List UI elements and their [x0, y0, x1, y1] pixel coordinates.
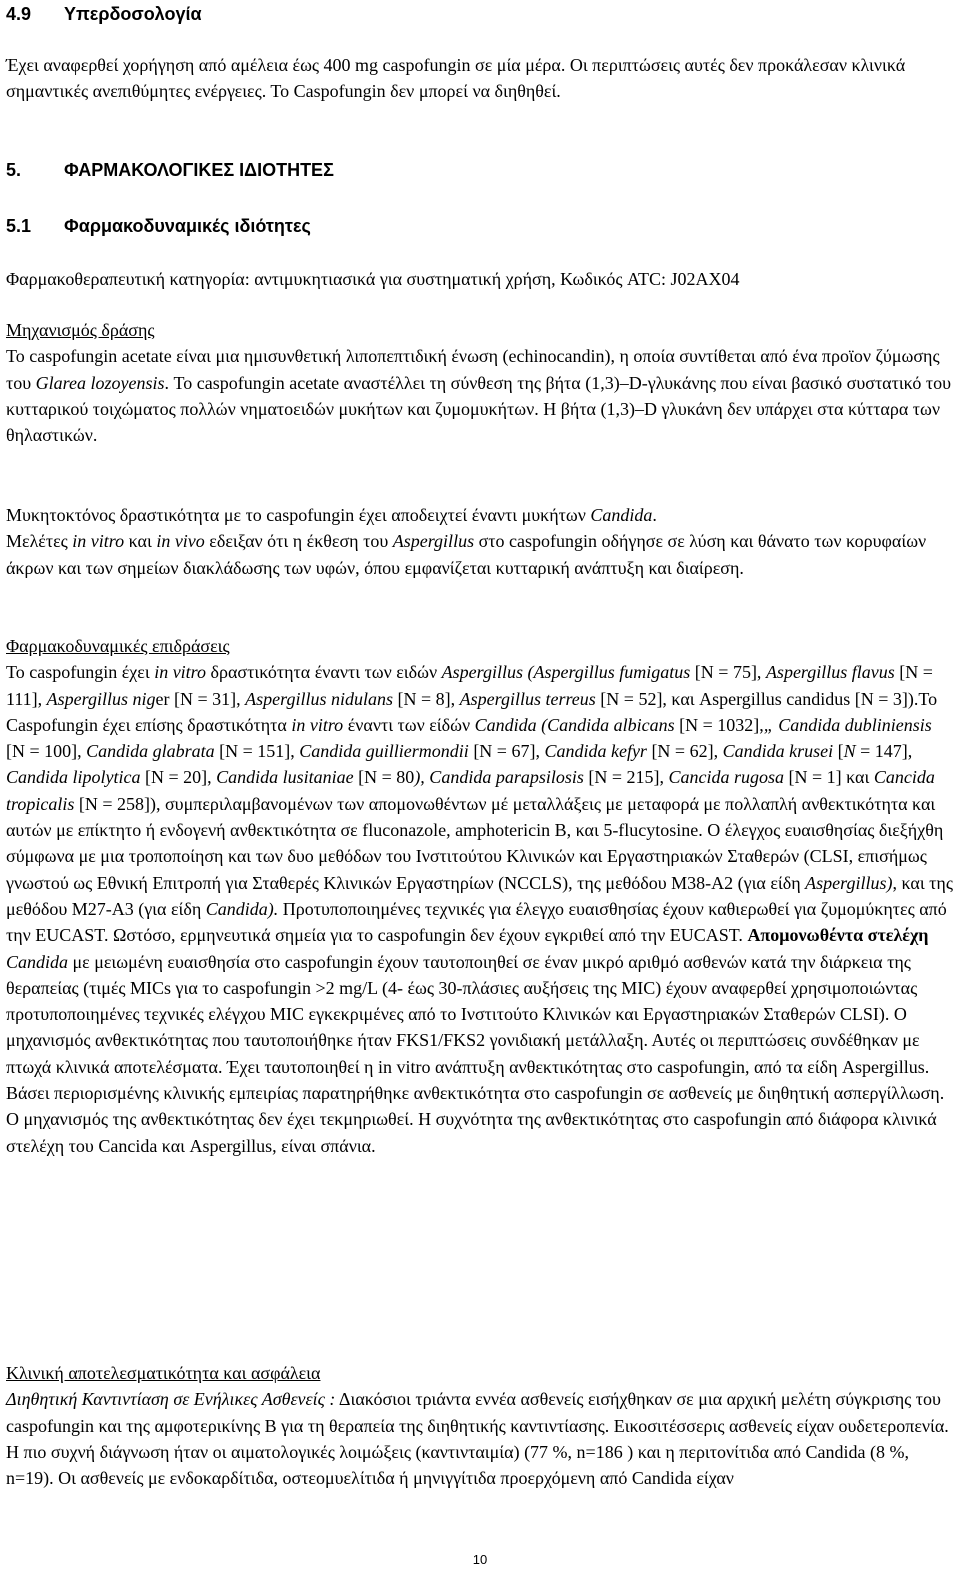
- text-run-bold: Απομονωθέντα στελέχη: [747, 925, 929, 946]
- text-run: [N = 62],: [646, 741, 723, 762]
- text-run: , και της μεθόδου M27-A3 (για είδη: [6, 872, 953, 919]
- text-run-italic: Glarea lozoyensis: [35, 372, 165, 393]
- text-run: [N = 258]), συμπεριλαμβανομένων των απομονωθέντων μέ μεταλλάξεις με μεταφορά με πολλαπλή ανθεκτικότητα και αυτών με επίκτητο ή ενδογενή ανθεκτικότητα σε fluconazole, amphotericin B, και 5-flucytosine. Ο έλεγχος ευαισθησίας διεξήχθη σύμφωνα με μια τροποποίηση και των δυο μεθόδων του Ινστιτούτου Κλινικών και Εργαστηριακών Σταθερών (CLSI, επισήμως γνωστού ως Εθνική Επιτροπή για Σταθερές Κλινικών Εργαστηρίων (NCCLS), της μεθόδου M38-A2 (για είδη: [6, 793, 944, 893]
- section-heading-5-1: [6, 213, 311, 239]
- text-run-italic: in vitro: [154, 662, 207, 683]
- text-run: . Το caspofungin acetate αναστέλλει τη σύνθεση της βήτα (1,3)–D-γλυκάνης που είναι βασικό συστατικό του κυτταρικού τοιχώματος πολλών νηματοειδών μυκήτων και ζυμομυκήτων. Η βήτα (1,3)–D γλυκάνη δεν υπάρχει στα κύτταρα των θηλαστικών.: [6, 372, 951, 446]
- text-run: Προτυποποιημένες τεχνικές για έλεγχο ευαισθησίας έχουν καθιερωθεί για ζυμομύκητες από την EUCAST. Ωστόσο, ερμηνευτικά σημεία για το caspofungin δεν έχουν εγκριθεί από την EUCAST.: [6, 898, 947, 946]
- text-run-italic: Candida krusei: [722, 741, 834, 762]
- page-number: 10: [472, 1552, 488, 1567]
- text-run: [N = 151],: [214, 741, 300, 762]
- text-run-italic: Candida kefyr: [544, 741, 647, 762]
- text-run: Διακόσιοι τριάντα εννέα ασθενείς εισήχθηκαν σε μια αρχική μελέτη σύγκρισης του caspofungin και της αμφοτερικίνης Β για τη θεραπεία της διηθητικής καντιντίασης. Εικοσιτέσσερις ασθενείς είχαν ουδετεροπενία. Η πιο συχνή διάγνωση ήταν οι αιματολογικές λοιμώξεις (καντινταιμία) (77 %, n=186 ) και η περιτονίτιδα από Candida (8 %, n=19). Οι ασθενείς με ενδοκαρδίτιδα, οστεομυελίτιδα ή μηνιγγίτιδα προερχόμενη από Candida είχαν: [6, 1389, 949, 1489]
- section-title: Φαρμακοδυναμικές ιδιότητες: [64, 216, 311, 236]
- text-run: [N = 215],: [583, 767, 669, 788]
- mechanism-of-action-section: [6, 317, 954, 448]
- text-run: = 147],: [855, 741, 913, 762]
- text-run-italic: in vitro: [72, 531, 125, 552]
- text-run: Το caspofungin acetate είναι μια ημισυνθετική λιποπεπτιδική ένωση (echinocandin), η οποία συντίθεται από ένα προϊον ζύμωσης του: [6, 346, 940, 393]
- text-run-italic: Cancida tropicalis: [6, 767, 935, 814]
- text-run-italic: Candida guilliermondii: [299, 741, 469, 762]
- text-run: Το caspofungin έχει: [6, 662, 155, 683]
- text-run: με μειωμένη ευαισθησία στο caspofungin έχουν ταυτοποιηθεί σε έναν μικρό αριθμό ασθενών κατά την διάρκεια της θεραπείας (τιμές MICs για το caspofungin >2 mg/L (4- έως 30-πλάσιες αυξήσεις της MIC) έχουν αναφερθεί χρησιμοποιώντας προτυποποιημένες τεχνικές ελέγχου MIC εγκεκριμένες από το Ινστιτούτο Κλινικών και Εργαστηριακών Σταθερών CLSI). Ο μηχανισμός ανθεκτικότητας που ταυτοποιήθηκε ήταν FKS1/FKS2 γονιδιακή μετάλλαξη. Αυτές οι περιπτώσεις συνδέθηκαν με πτωχά κλινικά αποτελέσματα. Έχει ταυτοποιηθεί η in vitro ανάπτυξη ανθεκτικότητας στο caspofungin, από τα είδη Aspergillus. Βάσει περιορισμένης κλινικής εμπειρίας παρατηρήθηκε ανθεκτικότητα στο caspofungin σε ασθενείς με διηθητική ασπεργίλλωση. Ο μηχανισμός της ανθεκτικότητας δεν έχει τεκμηριωθεί. Η συχνότητα της ανθεκτικότητας στο caspofungin από διάφορα κλινικά στελέχη του Cancida και Aspergillus, είναι σπάνια.: [6, 951, 945, 1156]
- subheading-mechanism: Μηχανισμός δράσης: [6, 320, 155, 340]
- text-run: [N = 1] και: [784, 767, 874, 788]
- fungicidal-activity-paragraph: [6, 502, 954, 581]
- overdose-paragraph: Έχει αναφερθεί χορήγηση από αμέλεια έως 400 mg caspofungin σε μία μέρα. Οι περιπτώσεις αυτές δεν προκάλεσαν κλινικά σημαντικές ανεπιθύμητες ενέργειες. Το Caspofungin δεν μπορεί να διηθηθεί.: [6, 55, 906, 102]
- text-run: [N = 20],: [140, 767, 217, 788]
- section-heading-5: [6, 157, 334, 183]
- section-number: 5.1: [6, 216, 32, 236]
- text-run-italic: Aspergillus nidulans: [245, 688, 393, 709]
- text-run-italic: Candida: [6, 951, 69, 972]
- text-run: Μυκητοκτόνος δραστικότητα με το caspofungin έχει αποδειχτεί έναντι μυκήτων: [6, 505, 591, 525]
- text-run-italic: in vivo: [156, 531, 205, 552]
- text-run-italic: Candida glabrata: [86, 741, 215, 762]
- text-run: er [N = 31],: [155, 688, 246, 709]
- text-run-italic: Candida).: [205, 898, 279, 919]
- text-run: .: [652, 505, 657, 525]
- section-title: ΦΑΡΜΑΚΟΛΟΓΙΚΕΣ ΙΔΙΟΤΗΤΕΣ: [64, 160, 334, 180]
- pharmacodynamic-effects-section: [6, 633, 954, 1159]
- text-run: και: [124, 531, 157, 552]
- clinical-efficacy-paragraph: [6, 1386, 954, 1491]
- atc-paragraph: Φαρμακοθεραπευτική κατηγορία: αντιμυκητιασικά για συστηματική χρήση, Κωδικός ATC: J02AX04: [6, 269, 740, 289]
- subheading-clinical-efficacy: Κλινική αποτελεσματικότητα και ασφάλεια: [6, 1363, 321, 1383]
- text-run: [N = 52], και Aspergillus candidus [N = 3]).Το Caspofungin έχει επίσης δραστικότητα: [6, 688, 938, 735]
- section-heading-4-9: [6, 1, 202, 27]
- section-title: Υπερδοσολογία: [64, 4, 202, 24]
- text-run-italic: Candida lipolytica: [6, 767, 141, 788]
- text-run: έναντι των είδών: [343, 714, 475, 735]
- text-run-italic: Candida: [590, 505, 653, 525]
- text-run: Μελέτες: [6, 531, 73, 552]
- text-run: [N = 1032],: [674, 714, 764, 735]
- text-run-italic: Aspergillus terreus: [459, 688, 596, 709]
- text-run-italic: Aspergillus: [392, 531, 475, 552]
- text-run-italic: N: [843, 741, 856, 762]
- pharmacodynamic-paragraph: [6, 659, 954, 1159]
- text-run: [: [833, 741, 844, 762]
- text-run: εδειξαν ότι η έκθεση του: [204, 531, 393, 552]
- section-number: 5.: [6, 160, 22, 180]
- subheading-pharmacodynamic-effects: Φαρμακοδυναμικές επιδράσεις: [6, 636, 230, 656]
- text-run-italic: Candida lusitaniae: [216, 767, 354, 788]
- text-run-italic: ), Candida parapsilosis: [414, 767, 584, 788]
- text-run-italic: Aspergillus flavus: [765, 662, 895, 683]
- text-run: [N = 67],: [468, 741, 545, 762]
- text-run: [N = 75],: [690, 662, 766, 683]
- text-run: δραστικότητα έναντι των ειδών: [206, 662, 442, 683]
- text-run-italic: Candida (Candida albicans: [474, 714, 675, 735]
- text-run-italic: Διηθητική Καντιντίαση σε Ενήλικες Ασθενείς :: [6, 1389, 336, 1410]
- section-number: 4.9: [6, 4, 32, 24]
- text-run-italic: Aspergillus): [805, 872, 893, 893]
- text-run: [N = 100],: [6, 741, 87, 762]
- text-run-italic: „ Candida dubliniensis: [763, 714, 932, 735]
- text-run-italic: Aspergillus nig: [46, 688, 156, 709]
- mechanism-paragraph: [6, 343, 954, 448]
- text-run: στο caspofungin οδήγησε σε λύση και θάνατο των κορυφαίων άκρων και των σημείων διακλάδωσης των υφών, όπου εμφανίζεται κυτταρική ανάπτυξη και διαίρεση.: [6, 531, 927, 578]
- text-run-italic: Aspergillus (Aspergillus fumigatus: [441, 662, 691, 683]
- text-run: [N = 111],: [6, 662, 933, 709]
- clinical-efficacy-section: [6, 1360, 954, 1491]
- text-run-italic: in vitro: [291, 714, 344, 735]
- text-run: [N = 8],: [392, 688, 460, 709]
- text-run-italic: Cancida rugosa: [668, 767, 784, 788]
- text-run: [N = 80: [353, 767, 415, 788]
